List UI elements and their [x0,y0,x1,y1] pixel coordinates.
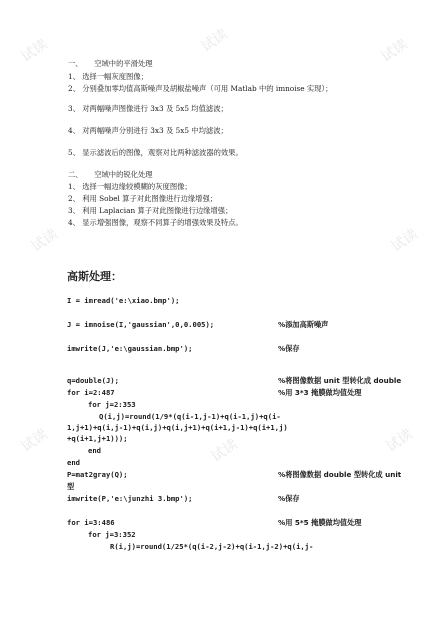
comment-wrap: 型 [67,482,75,491]
watermark-7: 试读 [208,436,241,466]
section-line-6: 二、 空域中的锐化处理 [68,170,153,179]
section-line-2: 2、 分别叠加零均值高斯噪声及胡椒盐噪声（可用 Matlab 中的 imnoise 实现）； [68,84,333,93]
code-line: end [67,458,80,467]
watermark-6: 试读 [18,426,51,456]
code-line: imwrite(P,'e:\junzhi 3.bmp'); [67,494,193,503]
code-comment: %用 3*3 掩膜做均值处理 [278,388,362,397]
code-line: q=double(J); [67,376,119,385]
code-line: for j=3:352 [88,530,136,539]
code-line: end [88,446,101,455]
code-line: imwrite(J,'e:\gaussian.bmp'); [67,344,193,353]
code-line: R(i,j)=round(1/25*(q(i-2,j-2)+q(i-1,j-2)+q(i,j- [110,542,314,551]
code-comment: %将图像数据 unit 型转化成 double [278,376,402,385]
section-line-0: 一、 空域中的平滑处理 [68,59,153,68]
watermark-1: 试读 [18,36,51,66]
watermark-2: 试读 [198,26,231,56]
code-comment: %用 5*5 掩膜做均值处理 [278,518,362,527]
section-line-5: 5、 显示滤波后的图像，观察对比两种滤波器的效果。 [68,148,243,157]
code-line: I = imread('e:\xiao.bmp'); [67,296,180,305]
section-line-10: 4、 显示增强图像，观察不同算子的增强效果及特点。 [68,218,243,227]
code-line: 1,j+1)+q(i,j-1)+q(i,j)+q(i,j+1)+q(i+1,j-1)+q(i+1,j) [67,423,288,432]
section-line-4: 4、 对两幅噪声分别进行 3x3 及 5x5 中均滤波； [68,126,228,135]
section-line-9: 3、 利用 Laplacian 算子对此图像进行边缘增强； [68,206,233,215]
code-line: for j=2:353 [88,400,136,409]
section-line-7: 1、 选择一幅边缘较模糊的灰度图像； [68,182,192,191]
watermark-3: 试读 [378,36,411,66]
watermark-5: 试读 [388,226,421,256]
section-line-8: 2、 利用 Sobel 算子对此图像进行边缘增强； [68,194,218,203]
code-line: P=mat2gray(Q); [67,470,128,479]
code-line: Q(i,j)=round(1/9*(q(i-1,j-1)+q(i-1,j)+q(i- [99,412,281,421]
code-line: for i=3:486 [67,518,115,527]
code-comment: %将图像数据 double 型转化成 unit [278,470,402,479]
code-line: for i=2:487 [67,388,115,397]
code-comment: %保存 [278,494,300,503]
section-line-1: 1、 选择一幅灰度图像； [68,72,148,81]
section-line-3: 3、 对两幅噪声图像进行 3x3 及 5x5 均值滤波； [68,104,228,113]
code-line: J = imnoise(I,'gaussian',0,0.005); [67,320,215,329]
watermark-4: 试读 [28,226,61,256]
code-comment: %保存 [278,344,300,353]
code-line: +q(i+1,j+1))); [67,434,128,443]
heading-gaussian: 高斯处理： [67,270,122,283]
code-comment: %添加高斯噪声 [278,320,329,329]
watermark-8: 试读 [383,426,416,456]
